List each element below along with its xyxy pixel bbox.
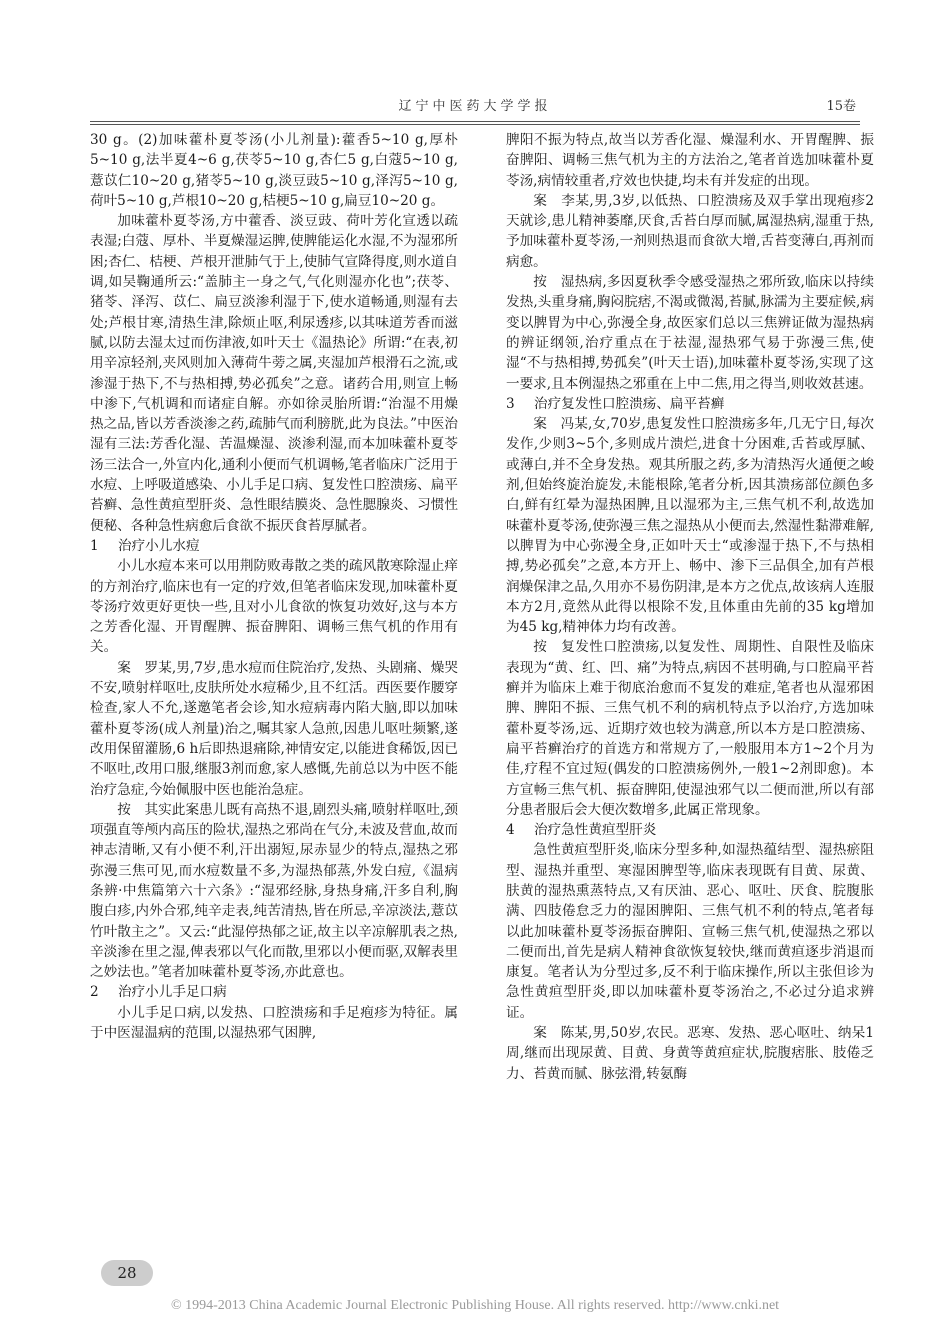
section-number: 1 [90, 537, 99, 554]
section-title: 治疗急性黄疸型肝炎 [534, 822, 657, 839]
section-number: 4 [506, 822, 515, 839]
header-rule-top [90, 121, 860, 122]
volume-label: 15卷 [826, 99, 856, 114]
right-paragraph: 按 湿热病,多因夏秋季令感受湿热之邪所致,临床以持续发热,头重身痛,胸闷脘痞,不渴或微渴,苔腻,脉濡为主要症候,病变以脾胃为中心,弥漫全身,故医家们总以三焦辨证做为湿热病的辨证纲领,治疗重点在于祛湿,湿热邪气易于弥漫三焦,使湿“不与热相搏,势孤矣”(叶天士语),加味藿朴夏苓汤,实现了这一要求,且本例湿热之邪重在上中二焦,用之得当,则收效甚速。 [506, 274, 874, 392]
right-column [506, 130, 874, 1084]
left-paragraph: 小儿水痘本来可以用荆防败毒散之类的疏风散寒除湿止痒的方剂治疗,临床也有一定的疗效,但笔者临床发现,加味藿朴夏苓汤疗效更好更快一些,且对小儿食欲的恢复功效好,这与本方之芳香化湿、开胃醒脾、振奋脾阳、调畅三焦气机的作用有关。 [90, 558, 458, 656]
section-title: 治疗复发性口腔溃疡、扁平苔癣 [534, 395, 725, 412]
left-paragraph: 小儿手足口病,以发热、口腔溃疡和手足疱疹为特征。属于中医湿温病的范围,以湿热邪气困脾, [90, 1004, 458, 1042]
right-paragraph: 急性黄疸型肝炎,临床分型多种,如湿热蕴结型、湿热瘀阻型、湿热并重型、寒湿困脾型等,临床表现既有目黄、尿黄、肤黄的湿热熏蒸特点,又有厌油、恶心、呕吐、厌食、脘腹胀满、四肢倦怠乏力的湿困脾阳、三焦气机不利的特点,笔者每以此加味藿朴夏苓汤振奋脾阳、宣畅三焦气机,使湿热之邪以二便而出,首先是病人精神食欲恢复较快,继而黄疸逐步消退而康复。笔者认为分型过多,反不利于临床操作,所以主张但诊为急性黄疸型肝炎,即以加味藿朴夏苓汤治之,不必过分追求辨证。 [506, 842, 874, 1021]
right-paragraph: 按 复发性口腔溃疡,以复发性、周期性、自限性及临床表现为“黄、红、凹、痛”为特点,病因不甚明确,与口腔扁平苔癣并为临床上难于彻底治愈而不复发的难症,笔者也从湿邪困脾、脾阳不振、三焦气机不利的病机特点予以治疗,方选加味藿朴夏苓汤,远、近期疗效也较为满意,所以本方是口腔溃疡、扁平苔癣治疗的首选方和常规方了,一般服用本方1~2个月为佳,疗程不宜过短(偶发的口腔溃疡例外,一般1~2剂即愈)。本方宣畅三焦气机、振奋脾阳,使湿浊邪气以二便而泄,所以有部分患者服后会大便次数增多,此属正常现象。 [506, 639, 874, 818]
copyright-footer: © 1994-2013 China Academic Journal Electronic Publishing House. All rights reserved. http://www.cnki.net [170, 1298, 780, 1313]
left-section-heading [90, 536, 458, 556]
left-paragraph: 案 罗某,男,7岁,患水痘而住院治疗,发热、头剧痛、燥哭不安,喷射样呕吐,皮肤所处水痘稀少,且不红活。西医要作腰穿检查,家人不允,遂邀笔者会诊,知水痘病毒内陷大脑,即以加味藿朴夏苓汤(成人剂量)治之,嘱其家人急煎,因患儿呕吐频繁,遂改用保留灌肠,6 h后即热退痛除,神情安定,以能进食稀饭,因已不呕吐,改用口服,继服3剂而愈,家人感慨,先前总以为中医不能治疗急症,今始佩服中医也能治急症。 [90, 659, 458, 798]
header-rule-bottom [90, 124, 860, 125]
section-number: 3 [506, 395, 515, 412]
journal-title: 辽宁中医药大学学报 [398, 99, 552, 114]
right-section-heading [506, 820, 874, 840]
page-number-badge: 28 [101, 1260, 153, 1286]
left-paragraph: 30 g。(2)加味藿朴夏苓汤(小儿剂量):藿香5~10 g,厚朴5~10 g,法半夏4~6 g,茯苓5~10 g,杏仁5 g,白蔻5~10 g,薏苡仁10~20 g,猪苓5~10 g,淡豆豉5~10 g,泽泻5~10 g,荷叶5~10 g,芦根10~20 g,桔梗5~10 g,扁豆10~20 g。 [90, 132, 458, 209]
right-paragraph: 案 冯某,女,70岁,患复发性口腔溃疡多年,几无宁日,每次发作,少则3~5个,多则成片溃烂,进食十分困难,舌苔或厚腻、或薄白,并不全身发热。观其所服之药,多为清热泻火通便之峻剂,但始终旋治旋发,未能根除,笔者分析,因其溃疡部位颜色多白,鲜有红晕为湿热困脾,且以湿邪为主,三焦气机不利,故选加味藿朴夏苓汤,使弥漫三焦之湿热从小便而去,然湿性黏滞难解,以脾胃为中心弥漫全身,正如叶天士“或渗湿于热下,不与热相搏,势必孤矣”之意,本方开上、畅中、渗下三品俱全,加有芦根润燥保津之品,久用亦不易伤阴津,是本方之优点,故该病人连服本方2月,竟然从此得以根除不发,且体重由先前的35 kg增加为45 kg,精神体力均有改善。 [506, 416, 874, 636]
section-number: 2 [90, 984, 99, 1001]
right-paragraph: 脾阳不振为特点,故当以芳香化湿、燥湿利水、开胃醒脾、振奋脾阳、调畅三焦气机为主的方法治之,笔者首选加味藿朴夏苓汤,病情较重者,疗效也快捷,均未有并发症的出现。 [506, 132, 874, 189]
section-title: 治疗小儿手足口病 [118, 984, 227, 1001]
left-column [90, 130, 458, 1043]
right-section-heading [506, 394, 874, 414]
left-paragraph: 加味藿朴夏苓汤,方中藿香、淡豆豉、荷叶芳化宣透以疏表湿;白蔻、厚朴、半夏燥湿运脾,使脾能运化水湿,不为湿邪所困;杏仁、桔梗、芦根开泄肺气于上,使肺气宣降得度,则水道自调,如吴鞠通所云:“盖肺主一身之气,气化则湿亦化也”;茯苓、猪苓、泽泻、苡仁、扁豆淡渗利湿于下,使水道畅通,则湿有去处;芦根甘寒,清热生津,除烦止呕,利尿透疹,以其味道芳香而滋腻,以防去湿太过而伤津液,如叶天士《温热论》所谓:“在表,初用辛凉轻剂,夹风则加入薄荷牛蒡之属,夹湿加芦根滑石之流,或渗湿于热下,不与热相搏,势必孤矣”之意。诸药合用,则宣上畅中渗下,气机调和而诸症自解。亦如徐灵胎所谓:“治湿不用燥热之品,皆以芳香淡渗之药,疏肺气而利膀胱,此为良法。”中医治湿有三法:芳香化湿、苦温燥湿、淡渗利湿,而本加味藿朴夏苓汤三法合一,外宣内化,通利小便而气机调畅,笔者临床广泛用于水痘、上呼吸道感染、小儿手足口病、复发性口腔溃疡、扁平苔癣、急性黄疸型肝炎、急性眼结膜炎、急性腮腺炎、习惯性便秘、各种急性病愈后食欲不振厌食苔厚腻者。 [90, 213, 458, 534]
right-paragraph: 案 李某,男,3岁,以低热、口腔溃疡及双手掌出现疱疹2天就诊,患儿精神萎靡,厌食,舌苔白厚而腻,属湿热病,湿重于热,予加味藿朴夏苓汤,一剂则热退而食欲大增,舌苔变薄白,再剂而病愈。 [506, 192, 874, 270]
section-title: 治疗小儿水痘 [118, 537, 200, 554]
right-paragraph: 案 陈某,男,50岁,农民。恶寒、发热、恶心呕吐、纳呆1周,继而出现尿黄、目黄、身黄等黄疸症状,脘腹痞胀、肢倦乏力、苔黄而腻、脉弦滑,转氨酶 [506, 1025, 874, 1082]
running-header [90, 95, 860, 119]
left-section-heading [90, 982, 458, 1002]
left-paragraph: 按 其实此案患儿既有高热不退,剧烈头痛,喷射样呕吐,颈项强直等颅内高压的险状,湿热之邪尚在气分,未波及营血,故而神志清晰,又有小便不利,汗出溺短,尿赤显少的特点,湿热之邪弥漫三焦可见,而水痘数量不多,为湿热郁蒸,外发白痘,《温病条辨·中焦篇第六十六条》:“湿邪经脉,身热身痛,汗多自利,胸腹白疹,内外合邪,纯辛走表,纯苦清热,皆在所忌,辛凉淡法,薏苡竹叶散主之”。又云:“此湿停热郁之证,故主以辛凉解肌表之热,辛淡渗在里之湿,俾表邪以气化而散,里邪以小便而驱,双解表里之妙法也。”笔者加味藿朴夏苓汤,亦此意也。 [90, 801, 458, 981]
